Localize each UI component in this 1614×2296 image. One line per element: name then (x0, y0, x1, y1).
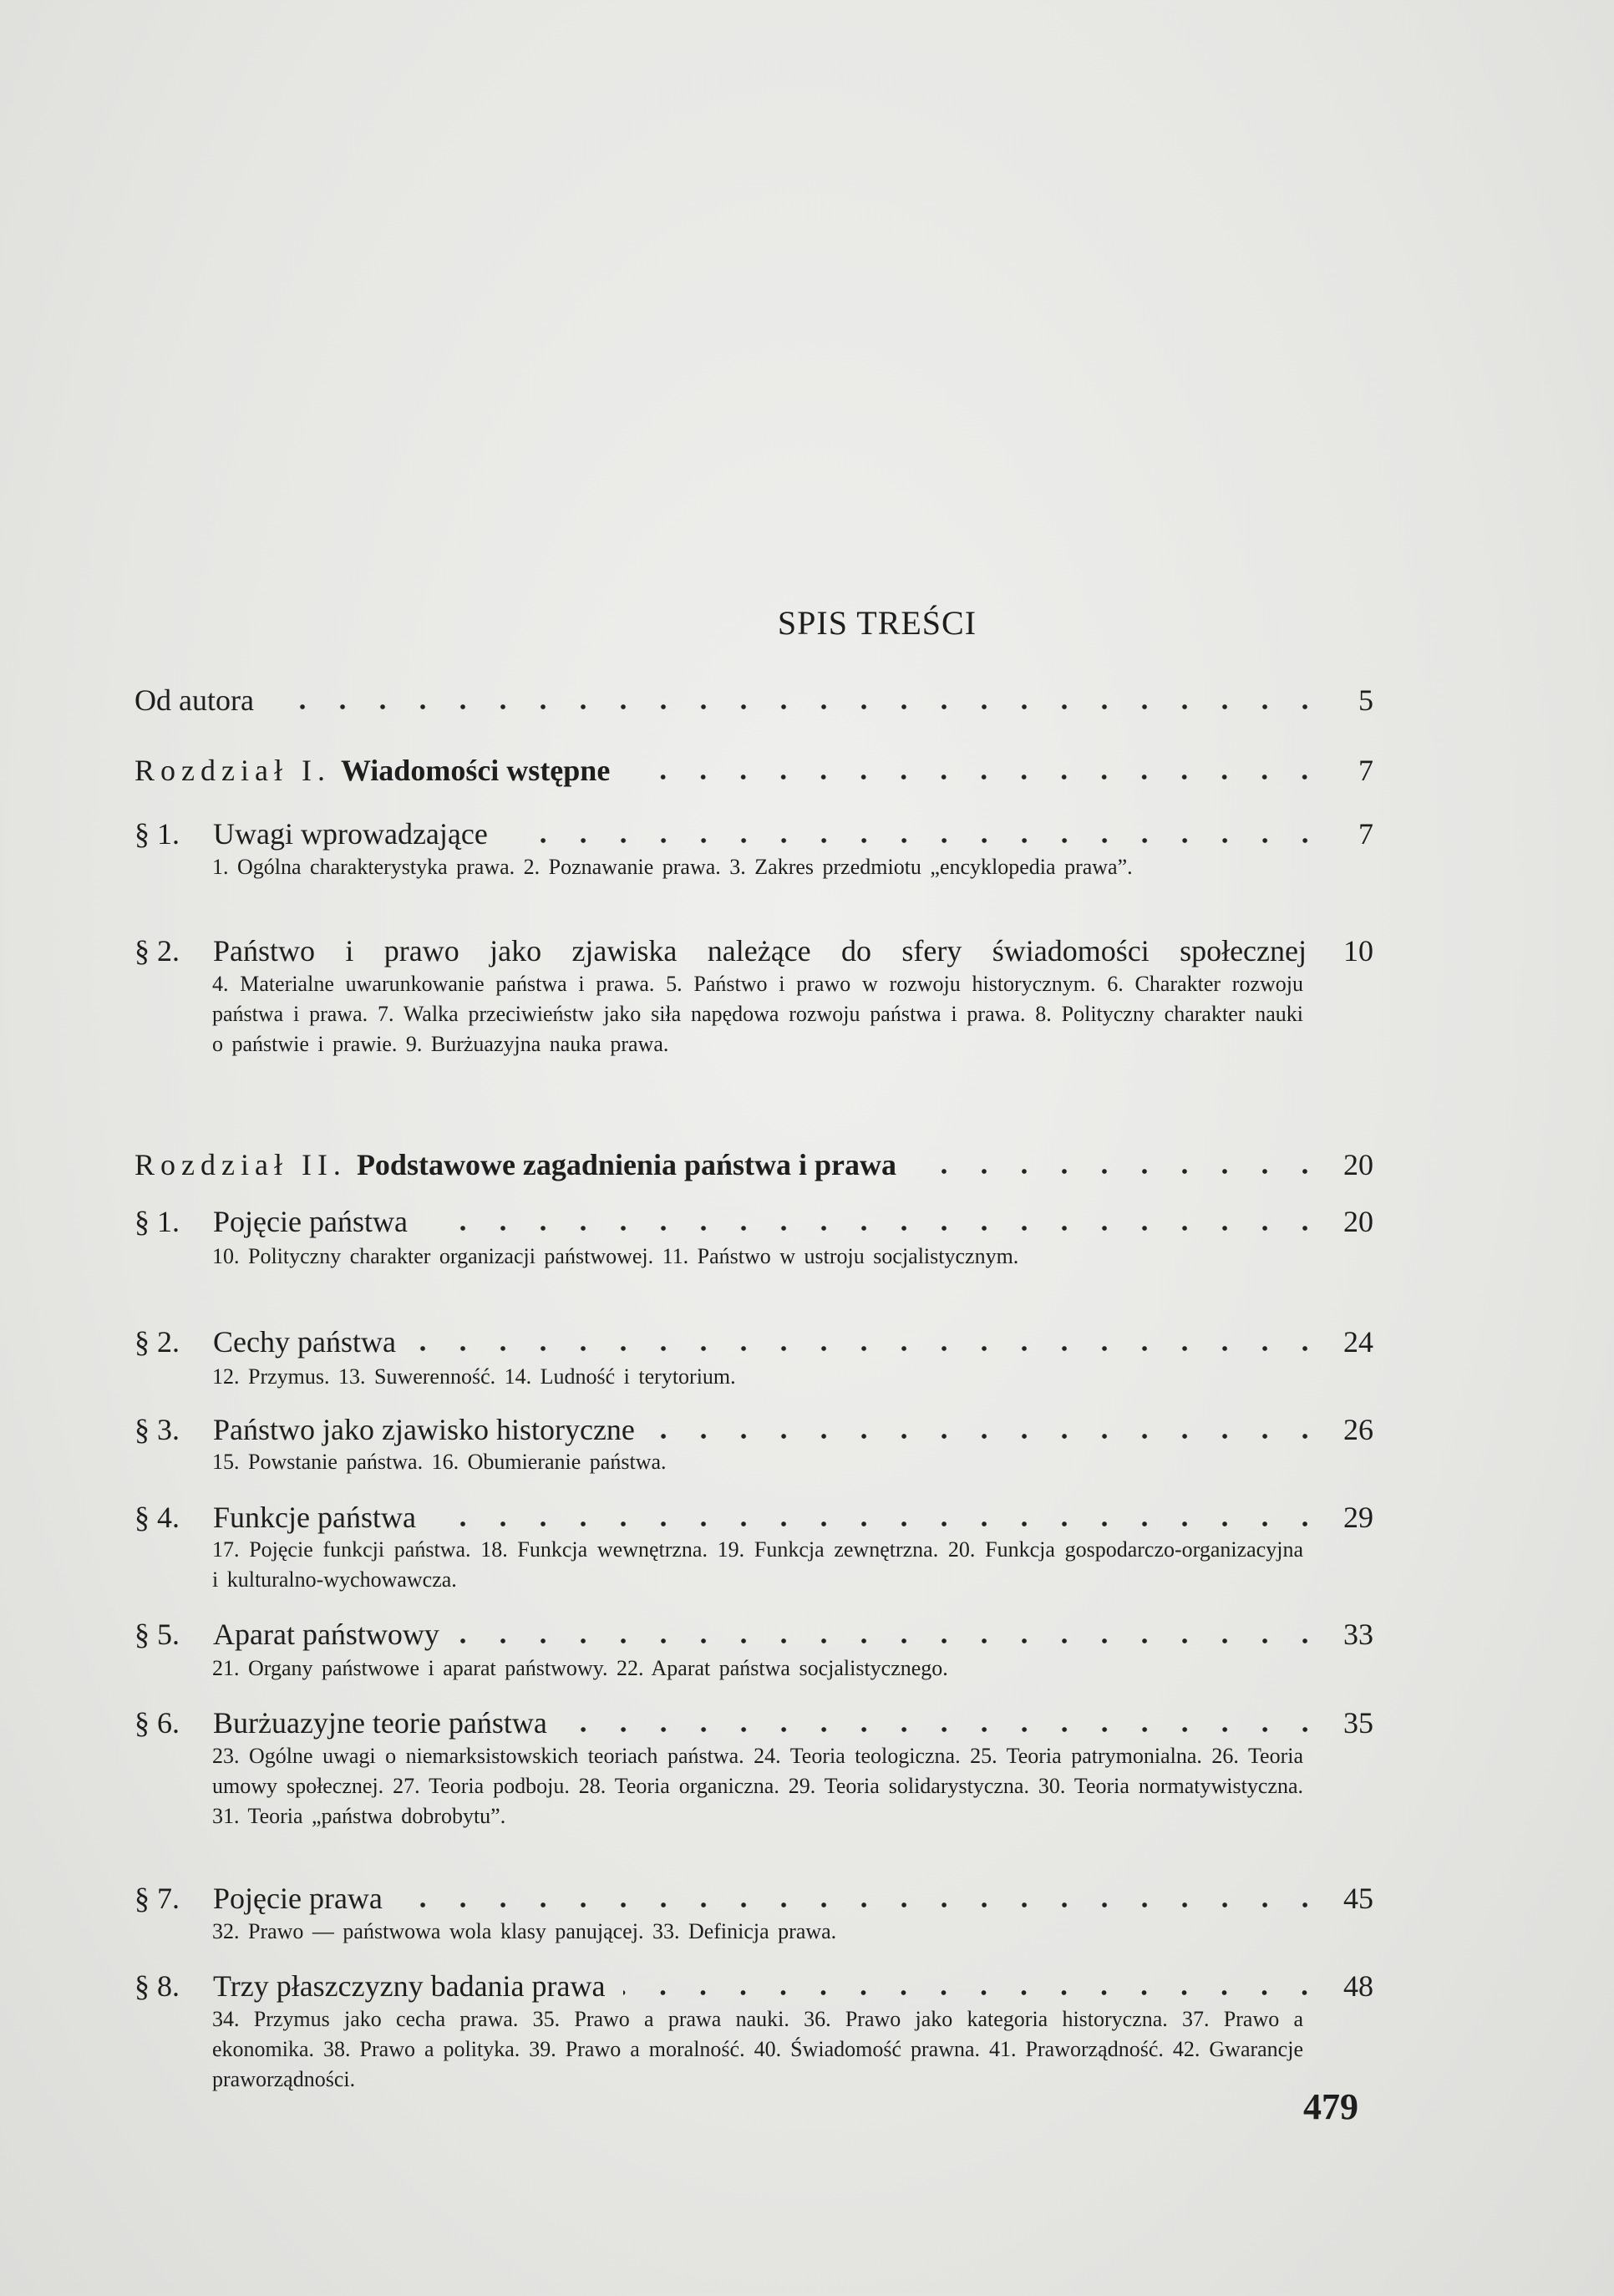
toc-chapter-1[interactable] (134, 752, 1373, 789)
entry-page: 24 (1343, 1325, 1373, 1359)
section-number: § 5. (134, 1618, 180, 1651)
toc-entry-preface[interactable] (134, 682, 1373, 719)
toc-chapter-2[interactable] (134, 1146, 1373, 1183)
entry-page: 5 (1358, 683, 1373, 717)
chapter-title: Wiadomości wstępne (340, 754, 611, 787)
section-description: 1. Ogólna charakterystyka prawa. 2. Poznawanie prawa. 3. Zakres przedmiotu „encyklopedia prawa”. (212, 855, 1133, 879)
dot-leader (401, 1901, 1325, 1909)
dot-leader (628, 773, 1325, 781)
section-description: 23. Ogólne uwagi o niemarksistowskich teoriach państwa. 24. Teoria teologiczna. 25. Teoria patrymonialna. 26. Teoria umowy społecznej. 27. Teoria podboju. 28. Teoria organiczna. 29. Teoria solidarystyczna. 30. Teoria normatywistyczna. 31. Teoria „państwa dobrobytu”. (212, 1744, 1303, 1828)
section-number: § 8. (134, 1969, 180, 2003)
dot-leader (566, 1725, 1325, 1734)
section-description: 15. Powstanie państwa. 16. Obumieranie państwa. (212, 1450, 667, 1474)
entry-page: 45 (1343, 1882, 1373, 1915)
section-title: Trzy płaszczyzny badania prawa (213, 1969, 606, 2003)
toc-section[interactable] (134, 1499, 1373, 1536)
dot-leader (272, 703, 1325, 711)
entry-page: 20 (1343, 1205, 1373, 1238)
section-title: Funkcje państwa (213, 1501, 416, 1534)
section-title: Cechy państwa (213, 1325, 396, 1359)
entry-page: 35 (1343, 1706, 1373, 1740)
section-number: § 2. (134, 1325, 180, 1359)
toc-section[interactable] (134, 1616, 1373, 1653)
chapter-prefix: Rozdział I. (134, 754, 331, 787)
chapter-prefix: Rozdział II. (134, 1148, 347, 1181)
entry-page: 48 (1343, 1969, 1373, 2003)
section-description: 4. Materialne uwarunkowanie państwa i prawa. 5. Państwo i prawo w rozwoju historycznym. 6. Charakter rozwoju państwa i prawa. 7. Walka przeciwieństw jako siła napędowa rozwoju państwa i prawa. 8. Polityczny charakter nauki o państwie i prawie. 9. Burżuazyjna nauka prawa. (212, 972, 1303, 1056)
dot-leader (623, 1989, 1325, 1997)
entry-page: 7 (1358, 754, 1373, 787)
page-number: 479 (1303, 2086, 1358, 2127)
section-description: 32. Prawo — państwowa wola klasy panującej. 33. Definicja prawa. (212, 1919, 837, 1943)
section-title: Pojęcie prawa (213, 1882, 383, 1915)
section-title: Aparat państwowy (213, 1618, 439, 1651)
toc-section[interactable] (134, 1203, 1373, 1240)
section-number: § 4. (134, 1501, 180, 1534)
section-title: Pojęcie państwa (213, 1205, 408, 1238)
dot-leader (458, 1637, 1325, 1645)
chapter-title: Podstawowe zagadnienia państwa i prawa (356, 1148, 896, 1181)
section-number: § 7. (134, 1882, 180, 1915)
entry-page: 33 (1343, 1618, 1373, 1651)
toc-section[interactable] (134, 1704, 1373, 1741)
entry-page: 20 (1343, 1148, 1373, 1181)
section-title: Burżuazyjne teorie państwa (213, 1706, 547, 1740)
dot-leader (915, 1167, 1325, 1176)
entry-page: 7 (1358, 817, 1373, 851)
section-number: § 1. (134, 1205, 180, 1238)
section-description: 17. Pojęcie funkcji państwa. 18. Funkcja wewnętrzna. 19. Funkcja zewnętrzna. 20. Funkcja gospodarczo-organizacyjna i kulturalno-wychowawcza. (212, 1537, 1303, 1592)
section-number: § 6. (134, 1706, 180, 1740)
section-description: 10. Polityczny charakter organizacji państwowej. 11. Państwo w ustroju socjalistycznym. (212, 1244, 1019, 1268)
section-description: 34. Przymus jako cecha prawa. 35. Prawo a prawa nauki. 36. Prawo jako kategoria historyczna. 37. Prawo a ekonomika. 38. Prawo a polityka. 39. Prawo a moralność. 40. Świadomość prawna. 41. Praworządność. 42. Gwarancje praworządności. (212, 2007, 1303, 2091)
section-title: Państwo i prawo jako zjawiska należące do sfery świadomości społecznej (213, 934, 1307, 968)
section-number: § 1. (134, 817, 180, 851)
section-title: Uwagi wprowadzające (213, 817, 488, 851)
entry-page: 29 (1343, 1501, 1373, 1534)
dot-leader (426, 1224, 1325, 1232)
section-description: 12. Przymus. 13. Suwerenność. 14. Ludność i terytorium. (212, 1364, 736, 1389)
toc-section[interactable] (134, 932, 1373, 969)
toc-section[interactable] (134, 815, 1373, 852)
section-number: § 3. (134, 1413, 180, 1446)
entry-page: 26 (1343, 1413, 1373, 1446)
toc-section[interactable] (134, 1323, 1373, 1360)
section-title: Państwo jako zjawisko historyczne (213, 1413, 635, 1446)
dot-leader (434, 1520, 1325, 1528)
section-description: 21. Organy państwowe i aparat państwowy. 22. Aparat państwa socjalistycznego. (212, 1656, 948, 1680)
toc-section[interactable] (134, 1880, 1373, 1917)
entry-page: 10 (1343, 934, 1373, 968)
dot-leader (414, 1344, 1325, 1353)
toc-section[interactable] (134, 1411, 1373, 1448)
dot-leader (653, 1432, 1325, 1440)
dot-leader (506, 836, 1325, 845)
section-number: § 2. (134, 934, 180, 968)
entry-label: Od autora (134, 683, 254, 717)
toc-section[interactable] (134, 1968, 1373, 2004)
page-title: SPIS TREŚCI (777, 604, 977, 642)
